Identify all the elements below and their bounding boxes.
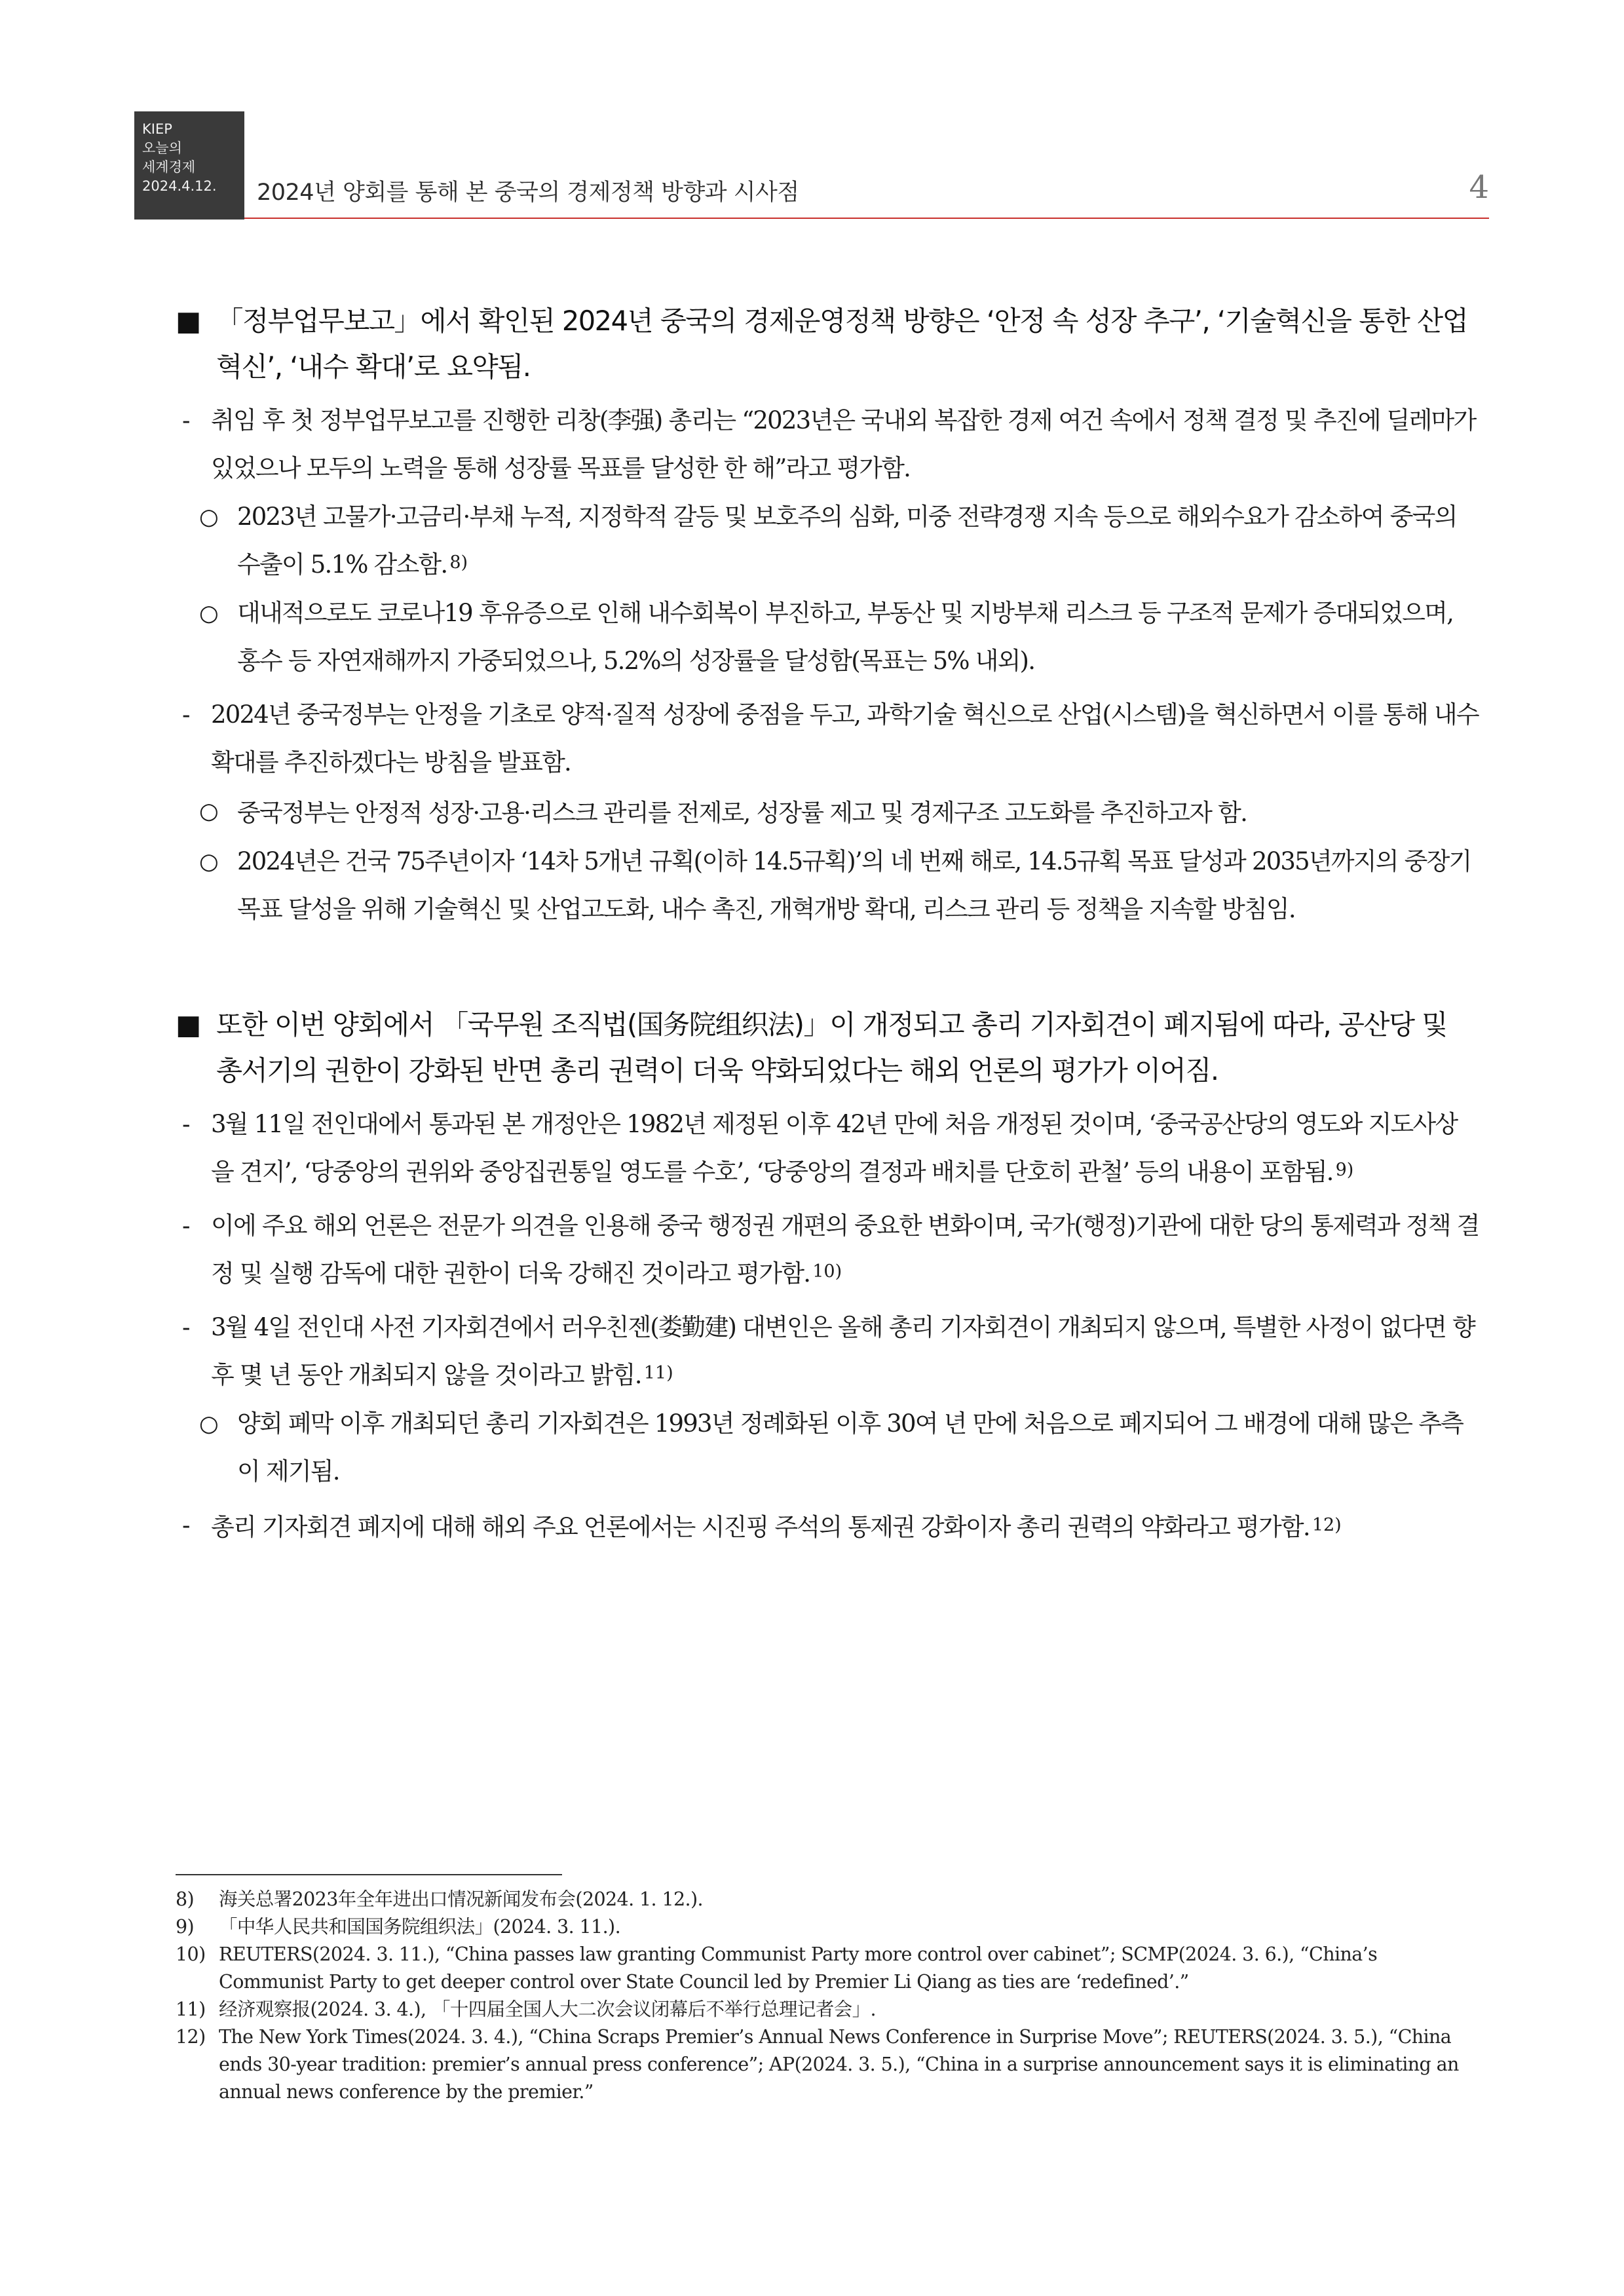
circle-bullet-icon: ○ — [199, 600, 217, 626]
footnote-text: REUTERS(2024. 3. 11.), “China passes law granting Communist Party more control over cabinet”; SCMP(2024. 3. 6.), “China’s Communist Party to get deeper control over State Council led by Premier Li Qiang as ties are ‘redefined’.” — [219, 1943, 1378, 1993]
dash-bullet-icon: - — [182, 700, 189, 729]
circle-bullet-icon: ○ — [199, 798, 217, 824]
main-content — [176, 298, 1479, 1620]
dash-item: - 취임 후 첫 정부업무보고를 진행한 리창(李强) 총리는 “2023년은 국내외 복잡한 경제 여건 속에서 정책 결정 및 추진에 딜레마가 있었으나 모두의 노력을 통해 성장률 목표를 달성한 한 해”라고 평가함. — [176, 398, 1479, 491]
section-heading: ■ 「정부업무보고」에서 확인된 2024년 중국의 경제운영정책 방향은 ‘안정 속 성장 추구’, ‘기술혁신을 통한 산업혁신’, ‘내수 확대’로 요약됨. — [176, 298, 1479, 390]
footnote-text: 经济观察报(2024. 3. 4.), 「十四届全国人大二次会议闭幕后不举行总理记者会」. — [219, 1999, 877, 2020]
dash-item: - 3월 4일 전인대 사전 기자회견에서 러우친젠(娄勤建) 대변인은 올해 총리 기자회견이 개최되지 않으며, 특별한 사정이 없다면 향후 몇 년 동안 개최되지 않을 것이라고 밝힘. $^{11)}$ — [176, 1305, 1479, 1398]
page-number: 4 — [1469, 169, 1489, 206]
circle-bullet-icon: ○ — [199, 849, 217, 875]
footnote-ref: 9) — [1335, 1160, 1354, 1180]
footnote-number: 10) — [176, 1943, 206, 1965]
dash-item: - 2024년 중국정부는 안정을 기초로 양적·질적 성장에 중점을 두고, 과학기술 혁신으로 산업(시스템)을 혁신하면서 이를 통해 내수 확대를 추진하겠다는 방침을 발표함. — [176, 692, 1479, 786]
section-2 — [176, 1002, 1479, 1550]
footnote — [176, 2023, 1479, 2106]
circle-item: ○ 중국정부는 안정적 성장·고용·리스크 관리를 전제로, 성장률 제고 및 경제구조 고도화를 추진하고자 함. — [176, 788, 1479, 836]
page-title: 2024년 양회를 통해 본 중국의 경제정책 방향과 시사점 — [257, 180, 799, 206]
section-heading: ■ 또한 이번 양회에서 「국무원 조직법(国务院组织法)」이 개정되고 총리 기자회견이 폐지됨에 따라, 공산당 및 총서기의 권한이 강화된 반면 총리 권력이 더욱 약화되었다는 해외 언론의 평가가 이어짐. — [176, 1002, 1479, 1094]
footnotes — [176, 1886, 1479, 2106]
circle-item: ○ 양회 폐막 이후 개최되던 총리 기자회견은 1993년 정례화된 이후 30여 년 만에 처음으로 폐지되어 그 배경에 대해 많은 추측이 제기됨. — [176, 1401, 1479, 1495]
footnote — [176, 1913, 1479, 1941]
footnote-text: 海关总署2023年全年进出口情况新闻发布会(2024. 1. 12.). — [219, 1888, 703, 1910]
footnote — [176, 1886, 1479, 1913]
circle-bullet-icon: ○ — [199, 504, 217, 530]
footnote-number: 12) — [176, 2026, 206, 2048]
dash-item: - 이에 주요 해외 언론은 전문가 의견을 인용해 중국 행정권 개편의 중요한 변화이며, 국가(행정)기관에 대한 당의 통제력과 정책 결정 및 실행 감독에 대한 권한이 더욱 강해진 것이라고 평가함. $^{10)}$ — [176, 1203, 1479, 1297]
footnote-number: 9) — [176, 1916, 195, 1938]
dash-bullet-icon: - — [182, 406, 189, 434]
header-series-2: 세계경제 — [142, 159, 196, 175]
square-bullet-icon: ■ — [176, 305, 200, 337]
footnote-number: 11) — [176, 1999, 206, 2020]
footnote-ref: 12) — [1312, 1515, 1342, 1535]
dash-item: - 3월 11일 전인대에서 통과된 본 개정안은 1982년 제정된 이후 42년 만에 처음 개정된 것이며, ‘중국공산당의 영도와 지도사상을 견지’, ‘당중앙의 권위와 중앙집권통일 영도를 수호’, ‘당중앙의 결정과 배치를 단호히 관철’ 등의 내용이 포함됨. $^{9)}$ — [176, 1101, 1479, 1195]
section-1 — [176, 298, 1479, 932]
footnote-ref: 11) — [643, 1363, 673, 1383]
header-date: 2024.4.12. — [142, 178, 217, 194]
dash-bullet-icon: - — [182, 1511, 189, 1539]
circle-item: ○ 대내적으로도 코로나19 후유증으로 인해 내수회복이 부진하고, 부동산 및 지방부채 리스크 등 구조적 문제가 증대되었으며, 홍수 등 자연재해까지 가중되었으나, 5.2%의 성장률을 달성함(목표는 5% 내외). — [176, 590, 1479, 684]
footnote-ref: 8) — [449, 552, 468, 573]
footnote-text: The New York Times(2024. 3. 4.), “China Scraps Premier’s Annual News Conference in Surprise Move”; REUTERS(2024. 3. 5.), “China ends 30-year tradition: premier’s annual press conference”; AP(2024. 3. 5.), “China in a surprise announcement says it is eliminating an annual news conference by the premier.” — [219, 2026, 1459, 2103]
dash-item: - 총리 기자회견 폐지에 대해 해외 주요 언론에서는 시진핑 주석의 통제권 강화이자 총리 권력의 약화라고 평가함. $^{12)}$ — [176, 1502, 1479, 1550]
square-bullet-icon: ■ — [176, 1008, 200, 1041]
header-org: KIEP — [142, 121, 172, 137]
circle-bullet-icon: ○ — [199, 1411, 217, 1437]
footnote-number: 8) — [176, 1888, 195, 1910]
footnote — [176, 1996, 1479, 2023]
circle-item: ○ 2024년은 건국 75주년이자 ‘14차 5개년 규획(이하 14.5규획)’의 네 번째 해로, 14.5규획 목표 달성과 2035년까지의 중장기 목표 달성을 위해 기술혁신 및 산업고도화, 내수 촉진, 개혁개방 확대, 리스크 관리 등 정책을 지속할 방침임. — [176, 839, 1479, 932]
header-series: 오늘의 — [142, 140, 182, 156]
footnote-ref: 10) — [812, 1261, 842, 1282]
footnote — [176, 1941, 1479, 1996]
footnote-text: 「中华人民共和国国务院组织法」(2024. 3. 11.). — [219, 1916, 621, 1938]
header-divider — [244, 218, 1489, 219]
circle-item: ○ 2023년 고물가·고금리·부채 누적, 지정학적 갈등 및 보호주의 심화, 미중 전략경쟁 지속 등으로 해외수요가 감소하여 중국의 수출이 5.1% 감소함. $^{8)}$ — [176, 494, 1479, 588]
header-badge — [134, 111, 244, 220]
dash-bullet-icon: - — [182, 1212, 189, 1240]
footnote-divider — [176, 1874, 562, 1875]
dash-bullet-icon: - — [182, 1313, 189, 1341]
dash-bullet-icon: - — [182, 1110, 189, 1138]
